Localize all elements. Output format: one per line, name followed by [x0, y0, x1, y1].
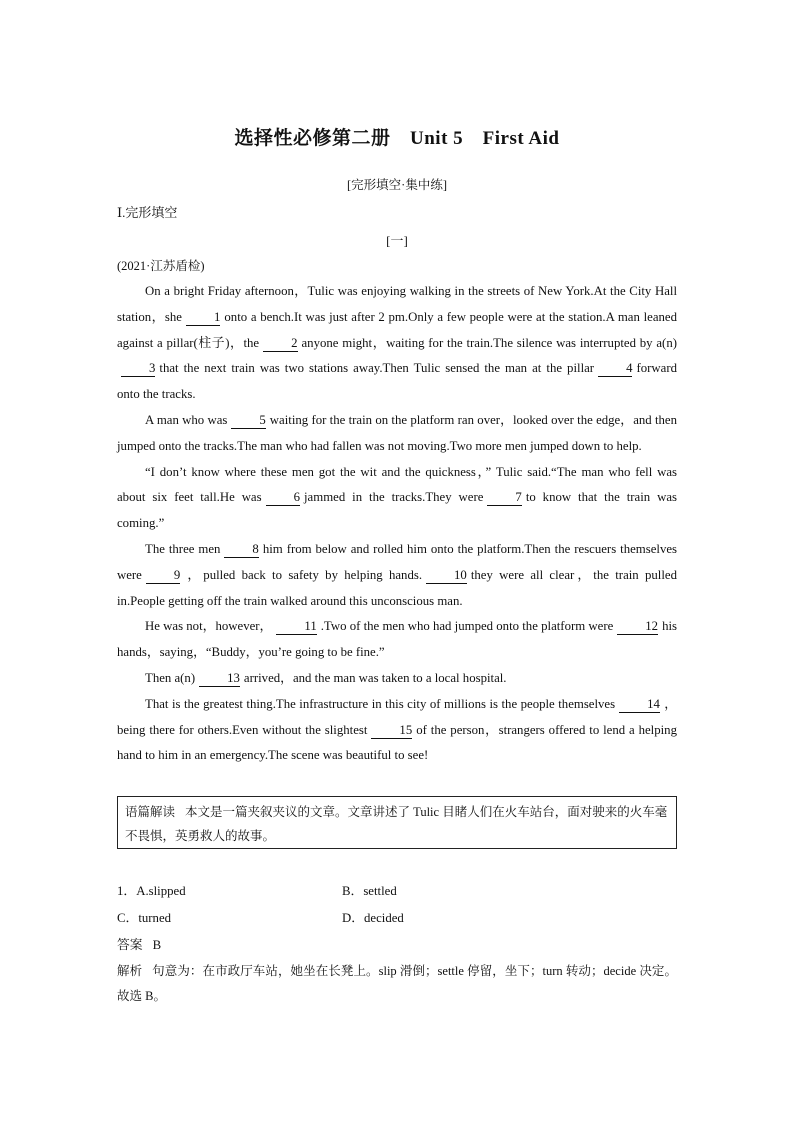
explanation [117, 959, 677, 1009]
blank-15[interactable]: 15 [371, 722, 412, 739]
passage-source: (2021·江苏盾检) [117, 259, 205, 273]
explanation-label: 解析 [117, 964, 143, 978]
blank-10[interactable]: 10 [426, 567, 467, 584]
text: The three men [145, 541, 221, 556]
paragraph-6 [117, 666, 677, 692]
text: ，pulled back to safety by helping hands. [184, 567, 423, 582]
text: his hands，saying，“Buddy，you’re going to be fine.” [117, 619, 677, 660]
part-number: [一] [386, 233, 408, 248]
text: that the next train was two stations away.Then Tulic sensed the man at the pillar [159, 361, 595, 376]
page-subtitle: [完形填空·集中练] [347, 178, 447, 192]
reading-note-box [117, 796, 677, 849]
blank-5[interactable]: 5 [231, 412, 265, 429]
section-heading: Ⅰ.完形填空 [117, 205, 178, 220]
text: jammed in the tracks.They were [304, 490, 484, 505]
paragraph-3 [117, 460, 677, 537]
option-c[interactable]: C．turned [117, 911, 172, 925]
blank-4[interactable]: 4 [598, 360, 632, 377]
cloze-passage [117, 279, 677, 769]
reading-note-text: 本文是一篇夹叙夹议的文章。文章讲述了 Tulic 目睹人们在火车站台，面对驶来的火车毫不畏惧，英勇救人的故事。 [125, 805, 668, 843]
option-a[interactable] [117, 880, 186, 899]
paragraph-2 [117, 408, 677, 460]
blank-3[interactable]: 3 [121, 360, 155, 377]
answer-line [117, 934, 161, 953]
blank-2[interactable]: 2 [263, 335, 297, 352]
text: That is the greatest thing.The infrastructure in this city of millions is the people themselves [145, 696, 616, 711]
paragraph-5 [117, 614, 677, 666]
text: ，being there for others.Even without the slightest [117, 696, 678, 737]
reading-note-label: 语篇解读 [125, 805, 176, 819]
question-number: 1． [117, 884, 137, 898]
text: On a bright Friday afternoon，Tulic was enjoying walking in the streets of New York.At the City Hall station，she [117, 284, 677, 324]
option-label: A.slipped [136, 884, 186, 898]
text: A man who was [145, 412, 228, 427]
text: they were all clear，the train pulled in.People getting off the train walked around this unconscious man. [117, 567, 677, 608]
page-title: 选择性必修第二册 Unit 5 First Aid [234, 128, 560, 149]
explanation-text: 句意为：在市政厅车站，她坐在长凳上。slip 滑倒；settle 停留，坐下；turn 转动；decide 决定。故选 B。 [117, 964, 677, 1003]
option-d[interactable]: D．decided [342, 911, 404, 925]
text: forward onto the tracks. [117, 361, 677, 402]
blank-8[interactable]: 8 [224, 541, 258, 558]
text: anyone might，waiting for the train.The silence was interrupted by a(n) [301, 335, 677, 350]
blank-1[interactable]: 1 [186, 309, 220, 326]
text: him from below and rolled him onto the platform.Then the rescuers themselves were [117, 541, 677, 582]
blank-7[interactable]: 7 [487, 489, 521, 506]
text: “I don’t know where these men got the wit and the quickness，” Tulic said.“The man who fell was about six feet tall.He was [117, 464, 677, 505]
blank-6[interactable]: 6 [266, 489, 300, 506]
text: Then a(n) [145, 670, 196, 685]
option-b[interactable]: B．settled [342, 884, 397, 898]
answer-label: 答案 [117, 938, 143, 952]
text: .Two of the men who had jumped onto the platform were [320, 619, 614, 634]
text: onto a bench.It was just after 2 pm.Only a few people were at the station.A man leaned against a pillar(柱子)，the [117, 309, 677, 350]
blank-9[interactable]: 9 [146, 567, 180, 584]
blank-13[interactable]: 13 [199, 670, 240, 687]
text: He was not，however， [145, 619, 273, 634]
text: arrived，and the man was taken to a local hospital. [243, 670, 507, 685]
text: waiting for the train on the platform ran over，looked over the edge，and then jumped onto the tracks.The man who had fallen was not moving.Two more men jumped down to help. [117, 412, 677, 453]
answer-value: B [152, 938, 162, 952]
blank-14[interactable]: 14 [619, 696, 660, 713]
paragraph-7 [117, 692, 677, 769]
paragraph-1 [117, 279, 677, 408]
paragraph-4 [117, 537, 677, 614]
blank-11[interactable]: 11 [276, 618, 316, 635]
text: of the person，strangers offered to lend a helping hand to him in an emergency.The scene was beautiful to see! [117, 722, 677, 763]
text: to know that the train was coming.” [117, 490, 677, 531]
blank-12[interactable]: 12 [617, 618, 658, 635]
